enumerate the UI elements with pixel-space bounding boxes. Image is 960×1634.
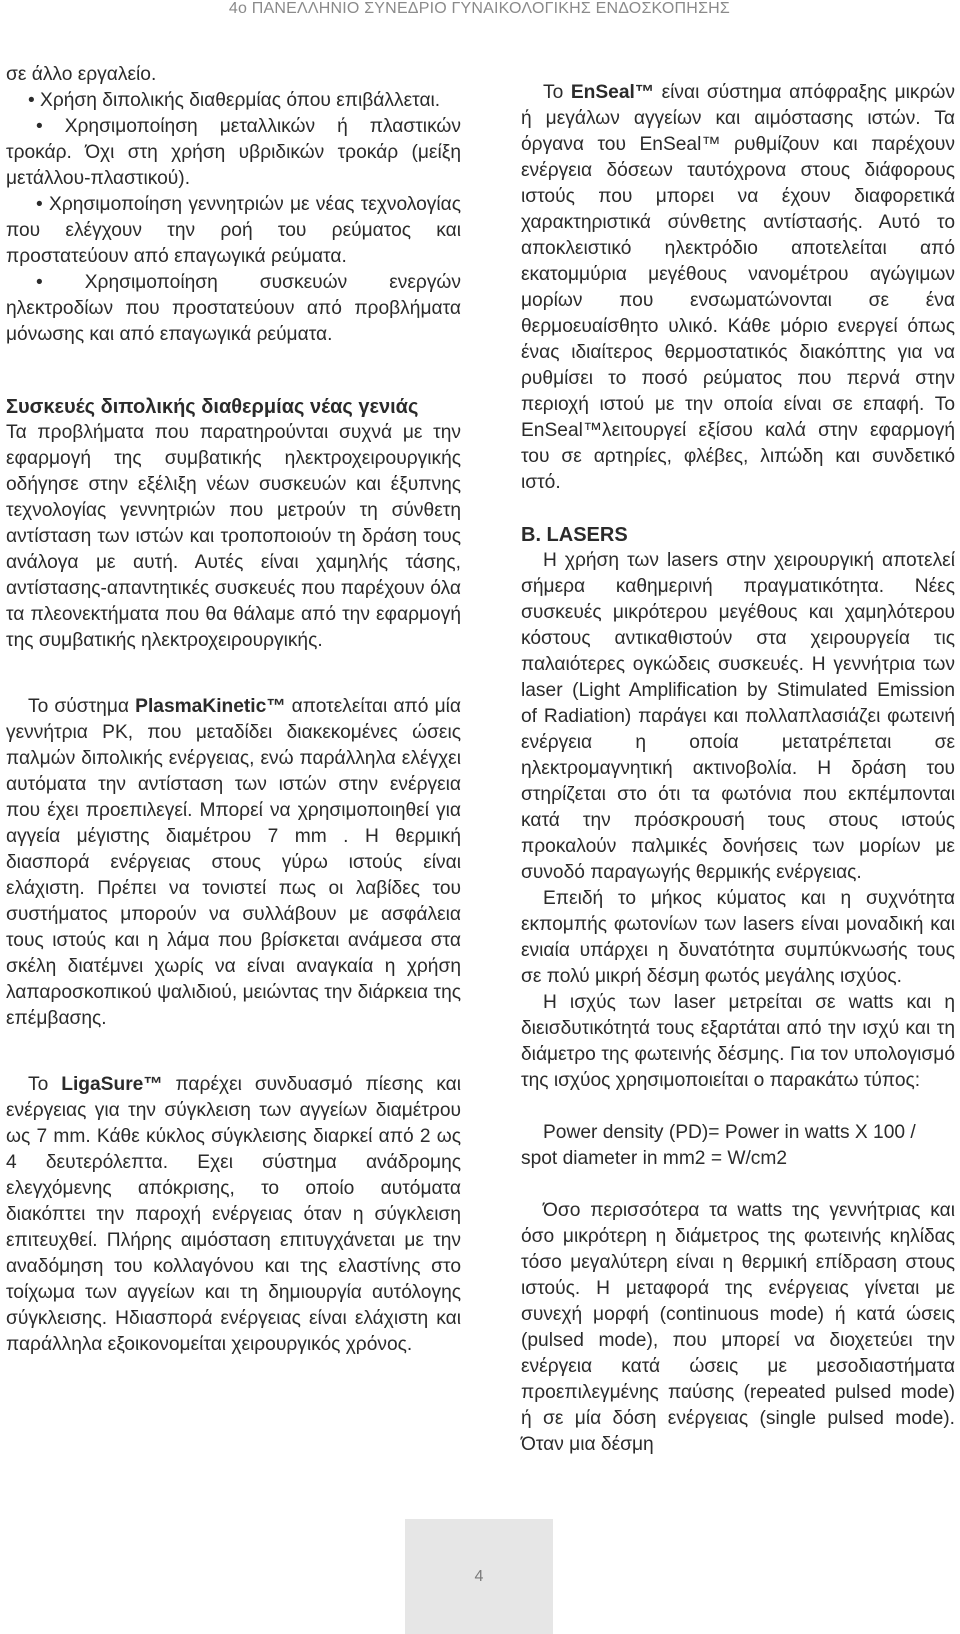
formula: Power density (PD)= Power in watts X 100 / spot diameter in mm2 = W/cm2 [521, 1122, 916, 1169]
section-heading: Συσκευές διπολικής διαθερμίας νέας γενιάς [6, 396, 419, 418]
section-heading: Β. LASERS [521, 524, 628, 546]
enseal-paragraph: Το EnSeal™ είναι σύστημα απόφραξης μικρών ή μεγάλων αγγείων και αιμόστασης ιστών. Τα όργανα του EnSeal™ ρυθμίζουν και παρέχουν ενέργεια δόσεων ταυτόχρονα στους διάφορους ιστούς που μπορει να έχουν διαφορετικά χαρακτηριστικά σύνθετης αντίστασής. Αυτό το αποκλειστικό ηλεκτρόδιο αποτελείται από εκατομμύρια μεγέθους νανομέτρου αγώγιμων μορίων που ενσωματώνονται σε ένα θερμοευαίσθητο υλικό. Κάθε μόριο ενεργεί όπως ένας ιδιαίτερος θερμοστατικός διακόπτης για να ρυθμίσει το ποσό ρεύματος που περνά στην περιοχή ιστού με την οποία είναι σε επαφή. Το EnSeal™λειτουργεί εξίσου καλά στην εφαρμογή του σε αρτηρίες, φλέβες, λιπώδη και συνδετικό ιστό. [521, 82, 956, 493]
product-name: EnSeal™ [570, 82, 655, 103]
left-column [6, 62, 461, 1358]
paragraph: Τα προβλήματα που παρατηρούνται συχνά με την εφαρμογή της συμβατικής ηλεκτροχειρουργικής οδήγησε στην εξέλιξη νέων συσκευών και έξυπνης τεχνολογίας γεννητριών που μετρούν τη σύνθετη αντίσταση των ιστών και τροποποιούν τη δράση τους ανάλογα με αυτή. Αυτές είναι χαμηλής τάσης, αντίστασης-απαντητικές συσκευές που παρέχουν όλα τα πλεονεκτήματα που θα θάλαμε από την εφαρμογή της συμβατικής ηλεκτροχειρουργικής. [6, 422, 461, 651]
page-number: 4 [474, 1567, 484, 1585]
plasma-paragraph: Το σύστημα PlasmaKinetic™ αποτελείται από μία γεννήτρια PK, που μεταδίδει διακεκομένες ώσεις παλμών διπολικής ενέργειας, ενώ παράλληλα ελέγχει αυτόματα την αντίσταση των ιστών στην ενέργεια που έχει προεπιλεγεί. Μπορεί να χρησιμοποιηθεί για αγγεία μέγιστης διαμέτρου 7 mm . Η θερμική διασπορά ενέργειας στους γύρω ιστούς είναι ελάχιστη. Πρέπει να τονιστεί πως οι λαβίδες του συστήματος μπορούν να συλλάβουν με ασφάλεια τους ιστούς και η λάμα που βρίσκεται ανάμεσα στα σκέλη διατέμνει χωρίς να είναι αναγκαία η χρήση λαπαροσκοπικού ψαλιδιού, μειώντας την διάρκεια της επέμβασης. [6, 696, 461, 1029]
bullet-item: • Χρησιμοποίηση γεννητριών με νέας τεχνολογίας που ελέγχουν την ροή του ρεύματος και προστατεύουν από επαγωγικά ρεύματα. [6, 194, 461, 267]
page-number-box [405, 1519, 553, 1634]
paragraph: Η χρήση των lasers στην χειρουργική αποτελεί σήμερα καθημερινή πραγματικότητα. Νέες συσκευές μικρότερου μεγέθους και χαμηλότερου κόστους αντικαθιστούν στα χειρουργεία τις παλαιότερες ογκώδεις συσκευές. Η γεννήτρια των laser (Light Amplification by Stimulated Emission of Radiation) παράγει και πολλαπλασιάζει φωτεινή ενέργεια η οποία μετατρέπεται σε ηλεκτρομαγνητική ακτινοβολία. Η δράση του στηρίζεται στο ότι τα φωτόνια που εκπέμπονται κατά την πρόσκρουσή τους στους ιστούς προκαλούν παλμικές δονήσεις των μορίων με συνοδό παραγωγής θερμικής ενέργειας. [521, 550, 955, 883]
product-name: PlasmaKinetic™ [135, 696, 286, 717]
paragraph: Επειδή το μήκος κύματος και η συχνότητα εκπομπής φωτονίων των lasers είναι μοναδική και ενιαία υπάρχει η δυνατότητα συμπύκνωσής τους σε πολύ μικρή δέσμη φωτός μεγάλης ισχύος. [521, 888, 955, 987]
product-name: LigaSure™ [61, 1074, 163, 1095]
paragraph: Η ισχύς των laser μετρείται σε watts και η διεισδυτικότητά τους εξαρτάται από την ισχύ και τη διάμετρο της φωτεινής δέσμης. Για τον υπολογισμό της ισχύος χρησιμοποιείται ο παρακάτω τύπος: [521, 992, 955, 1091]
bullet-item: • Χρήση διπολικής διαθερμίας όπου επιβάλλεται. [28, 90, 441, 111]
running-header: 4ο ΠΑΝΕΛΛΗΝΙΟ ΣΥΝΕΔΡΙΟ ΓΥΝΑΙΚΟΛΟΓΙΚΗΣ ΕΝΔΟΣΚΟΠΗΣΗΣ [228, 0, 730, 17]
bullet-item: • Χρησιμοποίηση μεταλλικών ή πλαστικών τροκάρ. Όχι στη χρήση υβριδικών τροκάρ (μείξη μετάλλου-πλαστικού). [6, 116, 461, 189]
continuation-text: σε άλλο εργαλείο. [6, 64, 157, 85]
paragraph: Όσο περισσότερα τα watts της γεννήτριας και όσο μικρότερη η διάμετρος της φωτεινής κηλίδας τόσο μεγαλύτερη είναι η θερμική επίδραση στους ιστούς. Η μεταφορά της ενέργειας γίνεται με συνεχή μορφή (continuous mode) ή κατά ώσεις (pulsed mode), που μπορεί να διοχετεύει την ενέργεια κατά ώσεις με μεσοδιαστήματα προεπιλεγμένης παύσης (repeated pulsed mode) ή σε μία δόση ενέργειας (single pulsed mode). Όταν μια δέσμη [521, 1200, 955, 1455]
ligasure-paragraph: Το LigaSure™ παρέχει συνδυασμό πίεσης και ενέργειας για την σύγκλειση των αγγείων διαμέτρου ως 7 mm. Κάθε κύκλος σύγκλεισης διαρκεί από 2 ως 4 δευτερόλεπτα. Εχει σύστημα ανάδρομης ελεγχόμενης απόκρισης, το οποίο αυτόματα διακόπτει την παροχή ενέργειας όταν η σύγκλειση επιτευχθεί. Πλήρης αιμόσταση επιτυγχάνεται με την αναδόμηση του κολλαγόνου και της ελαστίνης στο τοίχωμα των αγγείων και τη δημιουργία αυτόλογης σύγκλεισης. Ηδιασπορά ενέργειας είναι ελάχιστη και παράλληλα εξοικονομείται χειρουργικός χρόνος. [6, 1074, 461, 1355]
bullet-item: • Χρησιμοποίηση συσκευών ενεργών ηλεκτροδίων που προστατεύουν από προβλήματα μόνωσης και από επαγωγικά ρεύματα. [6, 272, 461, 345]
right-column [521, 80, 955, 1458]
